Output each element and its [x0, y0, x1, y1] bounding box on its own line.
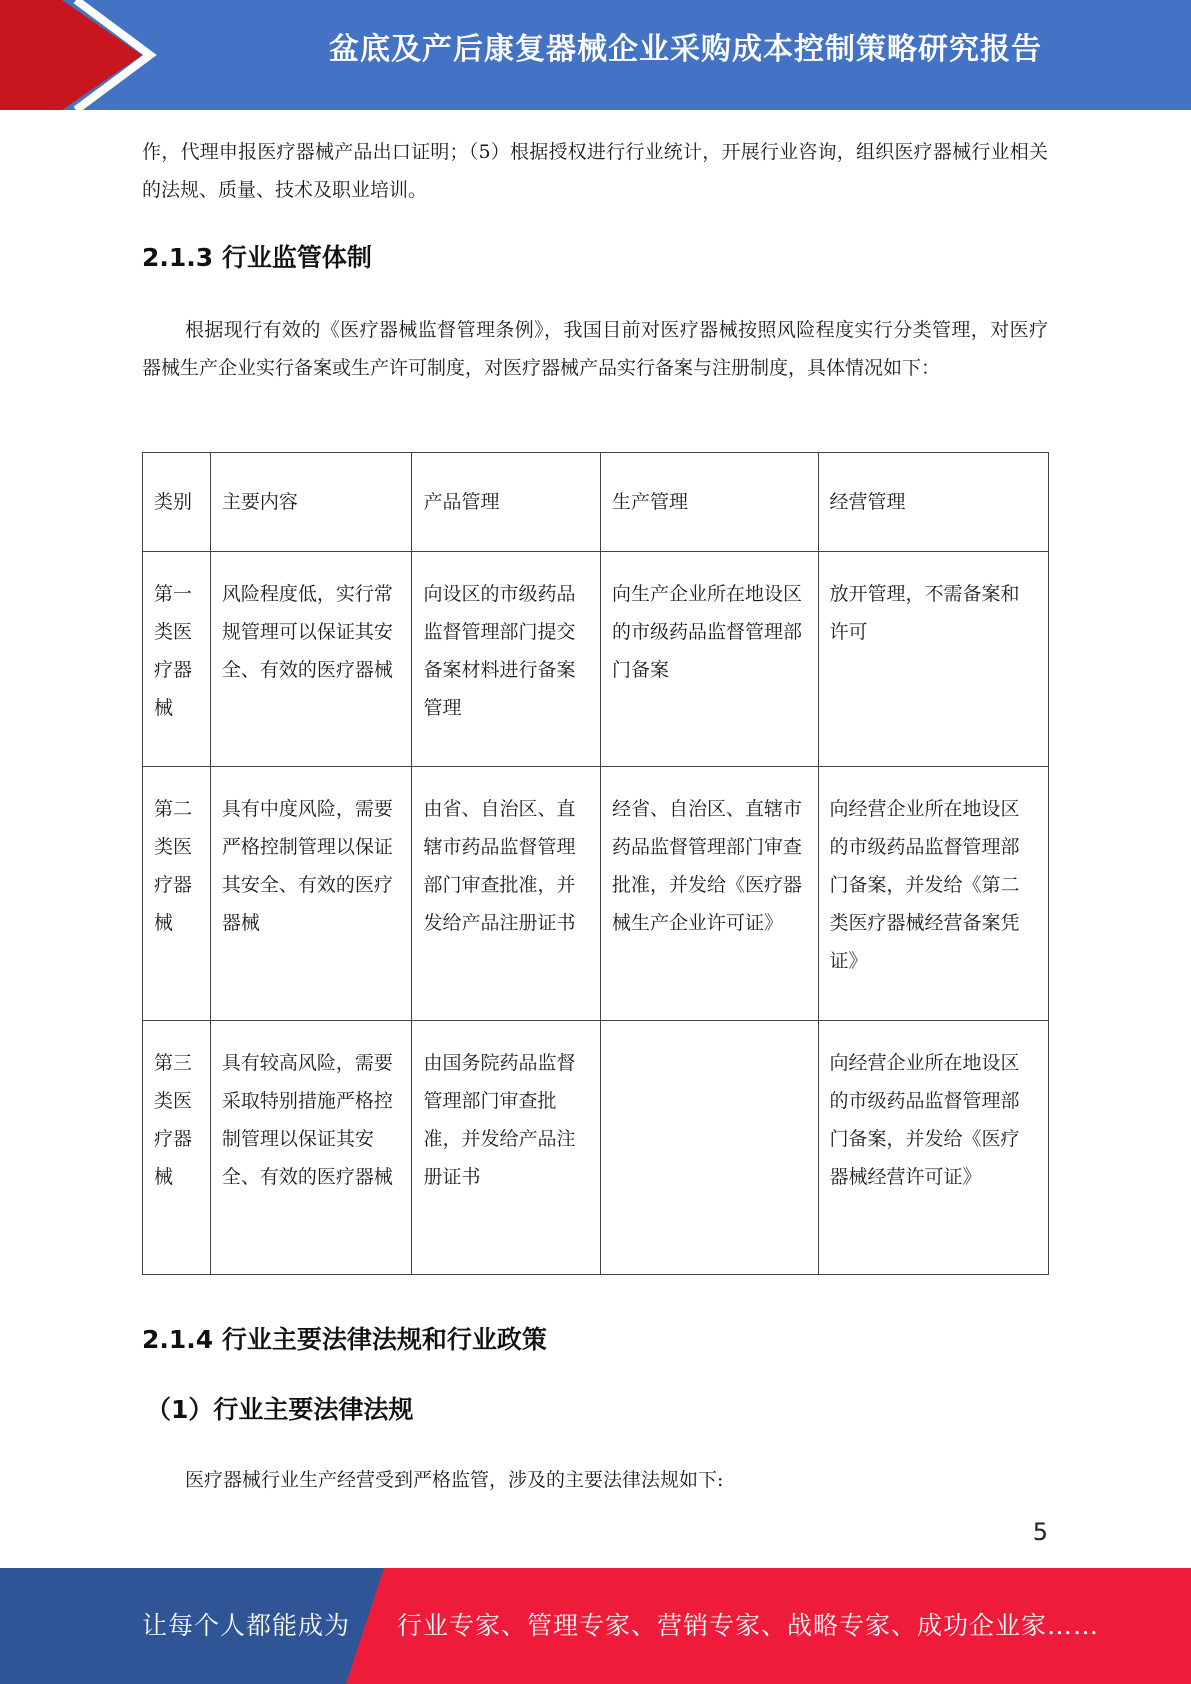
table-row [143, 767, 1049, 1021]
cell-production [601, 1021, 818, 1275]
page-header [0, 0, 1191, 110]
footer-slogan-left: 让每个人都能成为 [142, 1611, 351, 1640]
header-category: 类别 [143, 453, 211, 552]
table-row [143, 1021, 1049, 1275]
cell-category: 第三类医疗器械 [143, 1021, 211, 1275]
section-2-1-3-paragraph: 根据现行有效的《医疗器械监督管理条例》，我国目前对医疗器械按照风险程度实行分类管理，对医疗器械生产企业实行备案或生产许可制度，对医疗器械产品实行备案与注册制度，具体情况如下： [142, 319, 1048, 379]
cell-product: 向设区的市级药品监督管理部门提交备案材料进行备案管理 [412, 552, 601, 767]
cell-category: 第一类医疗器械 [143, 552, 211, 767]
subsection-1-heading: （1）行业主要法律法规 [146, 1395, 414, 1424]
table-row [143, 552, 1049, 767]
cell-production: 向生产企业所在地设区的市级药品监督管理部门备案 [601, 552, 818, 767]
cell-content: 具有较高风险，需要采取特别措施严格控制管理以保证其安全、有效的医疗器械 [210, 1021, 412, 1275]
cell-product: 由省、自治区、直辖市药品监督管理部门审查批准，并发给产品注册证书 [412, 767, 601, 1021]
closing-paragraph: 医疗器械行业生产经营受到严格监管，涉及的主要法律法规如下: [185, 1469, 724, 1491]
cell-operation: 向经营企业所在地设区的市级药品监督管理部门备案，并发给《第二类医疗器械经营备案凭证》 [818, 767, 1048, 1021]
regulation-table [142, 452, 1049, 1275]
cell-category: 第二类医疗器械 [143, 767, 211, 1021]
cell-operation: 放开管理，不需备案和许可 [818, 552, 1048, 767]
cell-content: 具有中度风险，需要严格控制管理以保证其安全、有效的医疗器械 [210, 767, 412, 1021]
page-footer [0, 1568, 1191, 1684]
footer-slogan-right: 行业专家、管理专家、营销专家、战略专家、成功企业家…… [397, 1611, 1100, 1640]
section-2-1-4-heading: 2.1.4 行业主要法律法规和行业政策 [142, 1325, 547, 1354]
cell-production: 经省、自治区、直辖市药品监督管理部门审查批准，并发给《医疗器械生产企业许可证》 [601, 767, 818, 1021]
report-title: 盆底及产后康复器械企业采购成本控制策略研究报告 [329, 32, 1042, 67]
intro-paragraph: 作，代理申报医疗器械产品出口证明；（5）根据授权进行行业统计，开展行业咨询，组织医疗器械行业相关的法规、质量、技术及职业培训。 [142, 141, 1048, 201]
cell-content: 风险程度低，实行常规管理可以保证其安全、有效的医疗器械 [210, 552, 412, 767]
table-header-row [143, 453, 1049, 552]
section-2-1-3-heading: 2.1.3 行业监管体制 [142, 243, 372, 272]
cell-product: 由国务院药品监督管理部门审查批准，并发给产品注册证书 [412, 1021, 601, 1275]
cell-operation: 向经营企业所在地设区的市级药品监督管理部门备案，并发给《医疗器械经营许可证》 [818, 1021, 1048, 1275]
header-content: 主要内容 [210, 453, 412, 552]
header-operation: 经营管理 [818, 453, 1048, 552]
header-product: 产品管理 [412, 453, 601, 552]
page-number: 5 [1032, 1518, 1048, 1546]
header-production: 生产管理 [601, 453, 818, 552]
